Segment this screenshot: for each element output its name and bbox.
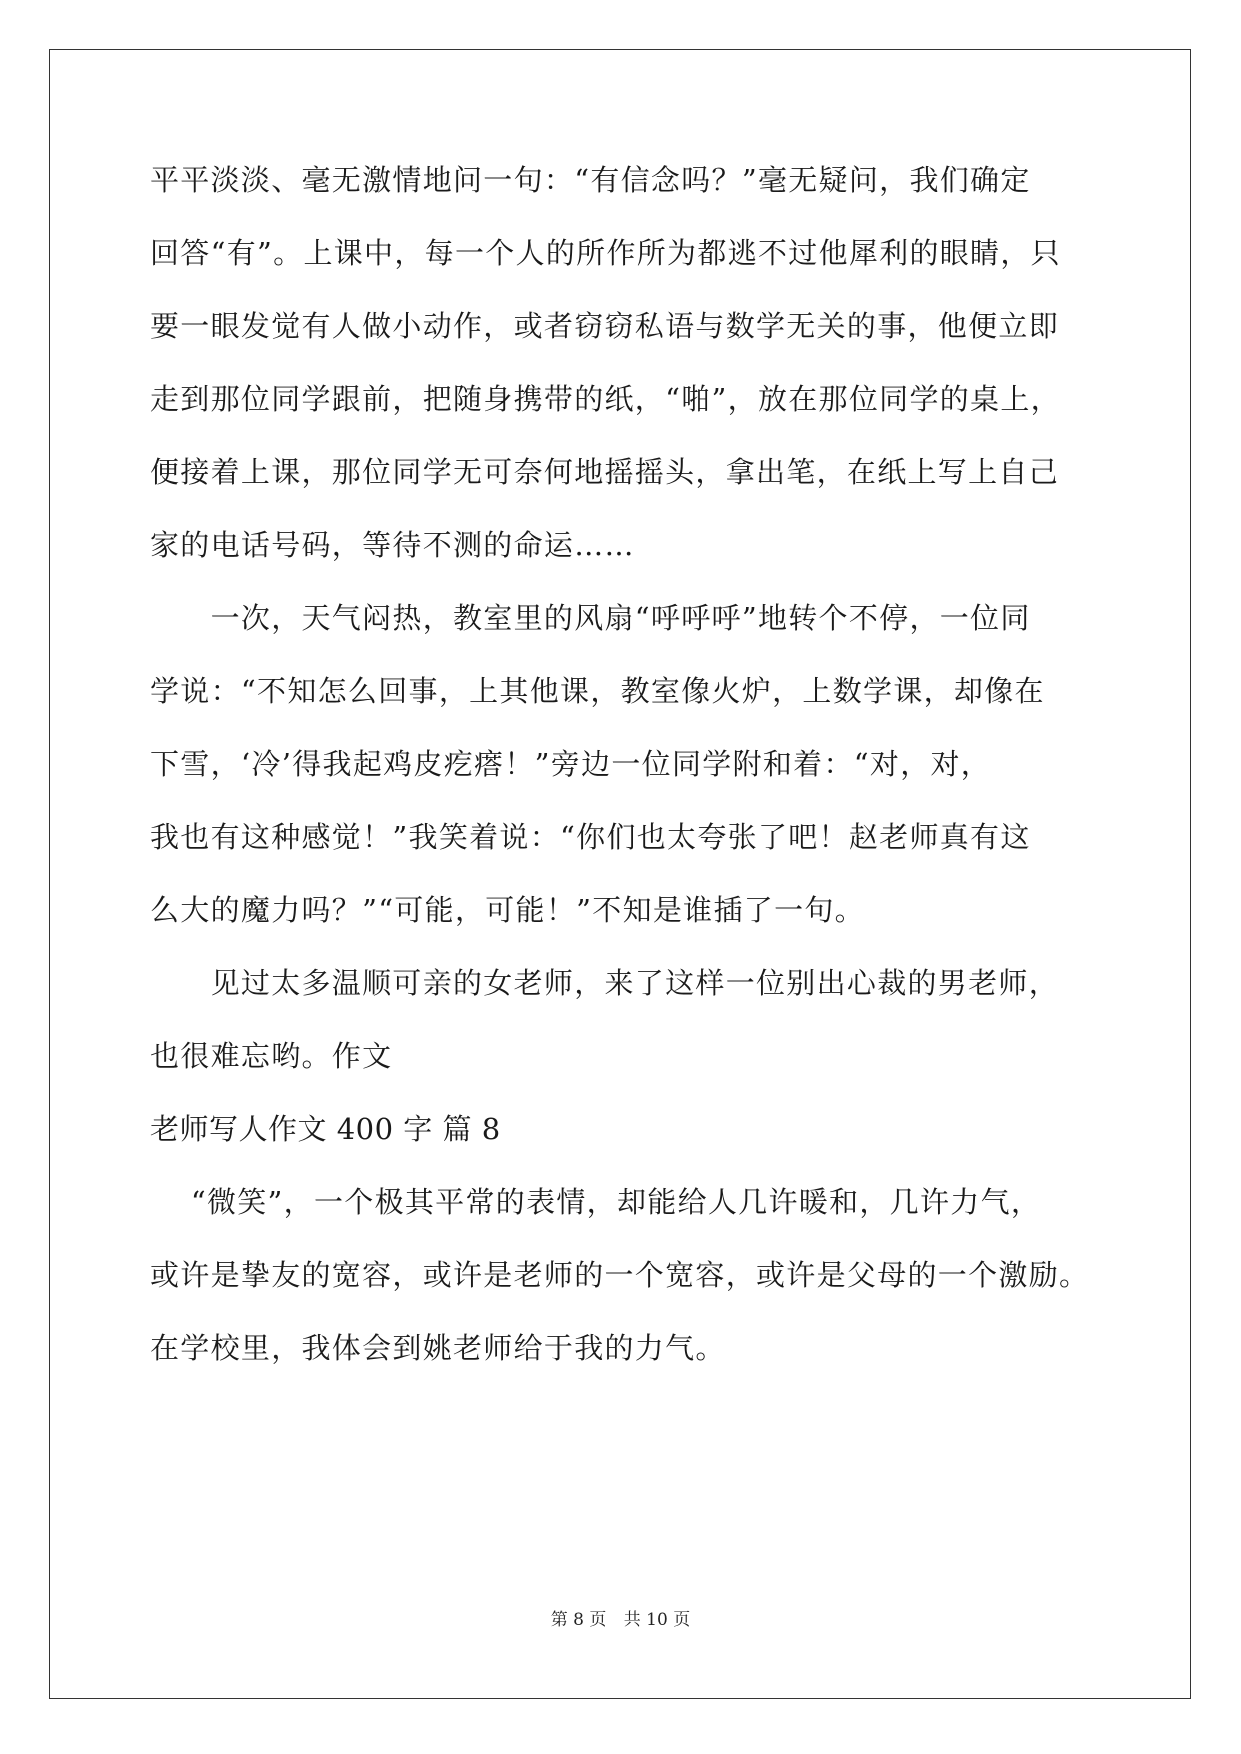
paragraph-line: 一次，天气闷热，教室里的风扇“呼呼呼”地转个不停，一位同 bbox=[150, 601, 1031, 635]
section-heading: 老师写人作文 400 字 篇 8 bbox=[150, 1112, 501, 1146]
paragraph-line: 回答“有”。上课中，每一个人的所作所为都逃不过他犀利的眼睛，只 bbox=[150, 236, 1061, 270]
paragraph-line: 也很难忘哟。作文 bbox=[150, 1039, 393, 1073]
paragraph-line: 么大的魔力吗？”“可能，可能！”不知是谁插了一句。 bbox=[150, 893, 865, 927]
paragraph-line: 便接着上课，那位同学无可奈何地摇摇头，拿出笔，在纸上写上自己 bbox=[150, 455, 1060, 489]
page-number: 第 8 页 bbox=[550, 1610, 607, 1630]
paragraph-line: 或许是挚友的宽容，或许是老师的一个宽容，或许是父母的一个激励。 bbox=[150, 1258, 1090, 1292]
paragraph-line: 见过太多温顺可亲的女老师，来了这样一位别出心裁的男老师， bbox=[150, 966, 1060, 1000]
paragraph-line: “微笑”，一个极其平常的表情，却能给人几许暖和，几许力气， bbox=[150, 1185, 1042, 1219]
paragraph-line: 我也有这种感觉！”我笑着说：“你们也太夸张了吧！赵老师真有这 bbox=[150, 820, 1031, 854]
paragraph-line: 家的电话号码，等待不测的命运…… bbox=[150, 528, 635, 562]
paragraph-line: 平平淡淡、毫无激情地问一句：“有信念吗？”毫无疑问，我们确定 bbox=[150, 163, 1031, 197]
paragraph-line: 在学校里，我体会到姚老师给于我的力气。 bbox=[150, 1331, 726, 1365]
paragraph-line: 走到那位同学跟前，把随身携带的纸，“啪”，放在那位同学的桌上， bbox=[150, 382, 1061, 416]
paragraph-line: 下雪，‘冷’得我起鸡皮疙瘩！”旁边一位同学附和着：“对，对， bbox=[150, 747, 992, 781]
page-footer bbox=[0, 1605, 1241, 1630]
paragraph-line: 学说：“不知怎么回事，上其他课，教室像火炉，上数学课，却像在 bbox=[150, 674, 1045, 708]
page-border bbox=[49, 49, 1191, 1699]
page-total: 共 10 页 bbox=[623, 1610, 691, 1630]
paragraph-line: 要一眼发觉有人做小动作，或者窃窃私语与数学无关的事，他便立即 bbox=[150, 309, 1060, 343]
